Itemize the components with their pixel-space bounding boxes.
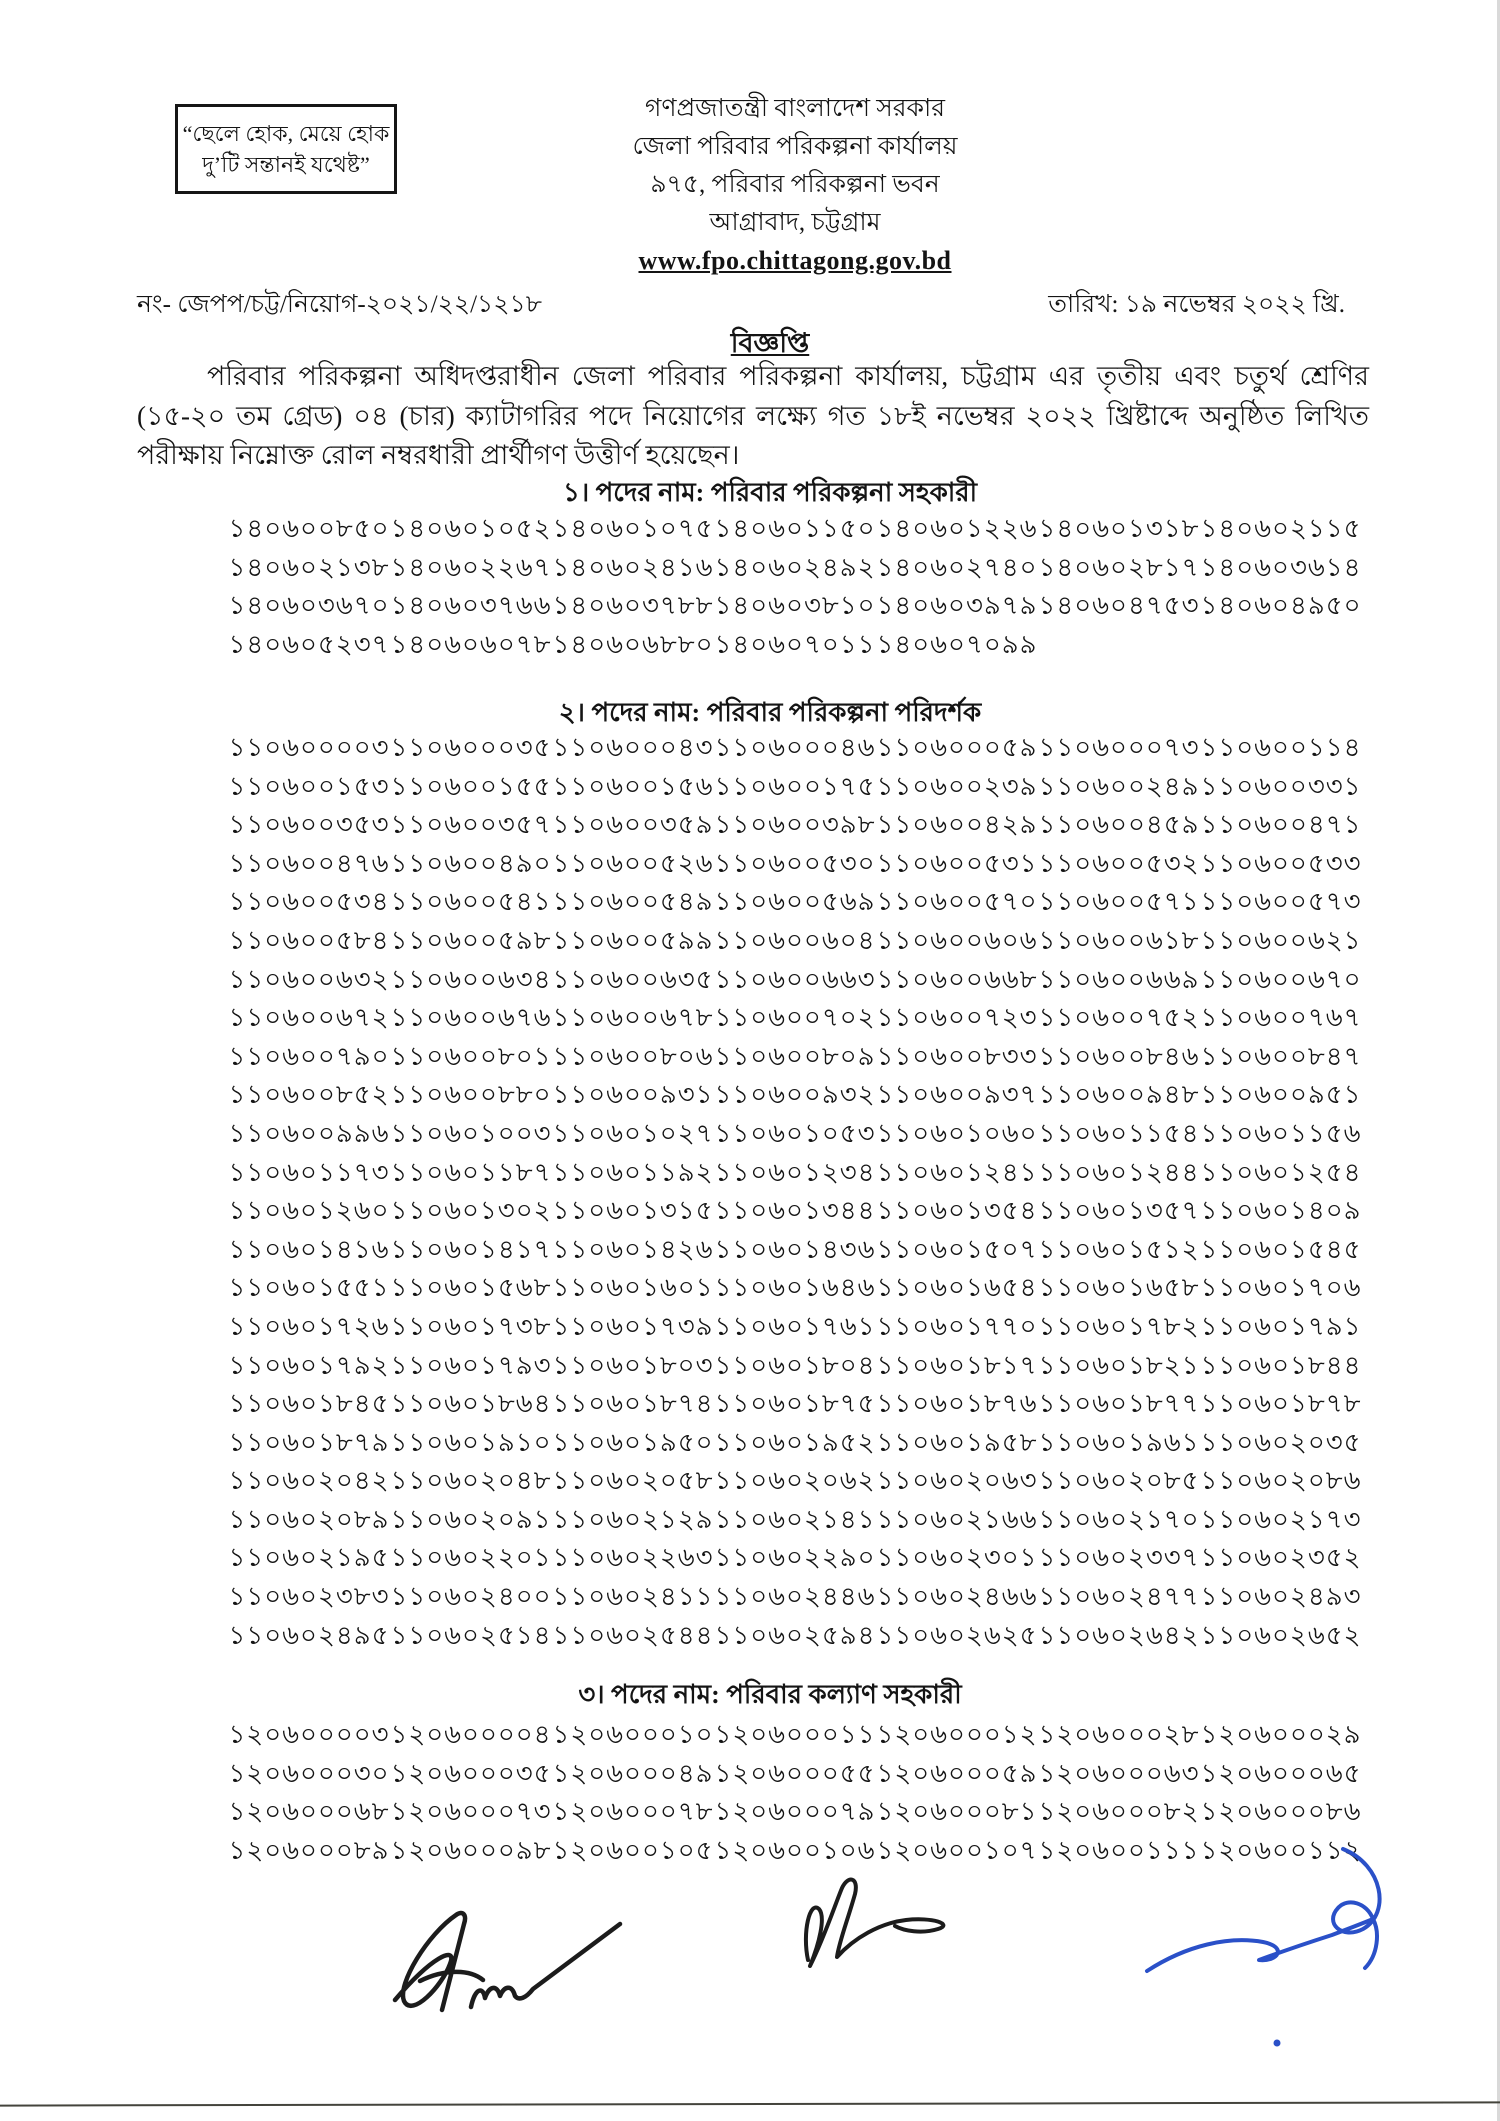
- roll-number: ১১০৬০১২৪১: [876, 1157, 1038, 1187]
- section-1-title: ১। পদের নাম: পরিবার পরিকল্পনা সহকারী: [562, 478, 978, 507]
- roll-number: ১১০৬০০৫৩৪: [228, 887, 390, 917]
- roll-number: ১২০৬০০০৫৫: [714, 1758, 876, 1788]
- roll-number: ১২০৬০০০৮৬: [1200, 1797, 1362, 1827]
- roll-number-row: [228, 1460, 1362, 1499]
- roll-number: ১১০৬০০৫৩২: [1038, 848, 1200, 878]
- roll-number: ১১০৬০২৫৯৪: [714, 1620, 876, 1650]
- roll-number: ১৪০৬০১৩১৮: [1038, 514, 1200, 543]
- roll-number: ১১০৬০০৩৫৩: [228, 810, 390, 840]
- roll-number-row: [228, 881, 1362, 920]
- roll-number: ১১০৬০২৪৬৬: [876, 1582, 1038, 1612]
- roll-number: ১২০৬০০০৭৩: [390, 1797, 552, 1827]
- section-2-title: ২। পদের নাম: পরিবার পরিকল্পনা পরিদর্শক: [558, 698, 982, 727]
- roll-number: ১১০৬০১৮৭৬: [876, 1389, 1038, 1419]
- roll-number: ১১০৬০১৭৭০: [876, 1311, 1038, 1341]
- roll-number: ১২০৬০০১০৭: [876, 1835, 1038, 1865]
- roll-number: ১১০৬০১৮০৪: [714, 1350, 876, 1380]
- roll-number: ১১০৬০০০৩৫: [390, 733, 552, 762]
- roll-number: ১১০৬০১৯৫৮: [876, 1427, 1038, 1457]
- roll-number-row: [228, 1753, 1362, 1792]
- roll-number: ১২০৬০০০১০: [552, 1720, 714, 1749]
- roll-number: ১৪০৬০৩৬৭০: [228, 591, 390, 621]
- roll-number: ১১০৬০২১৬৬: [876, 1504, 1038, 1534]
- roll-number: ১১০৬০১৩৫৪: [876, 1196, 1038, 1226]
- roll-number: ১১০৬০০০৪৬: [714, 733, 876, 762]
- roll-number: ১১০৬০০৩৯৮: [714, 810, 876, 840]
- roll-number-row: [228, 804, 1362, 843]
- roll-number: ১২০৬০০০৭৮: [552, 1797, 714, 1827]
- roll-number: ১১০৬০০৩৩১: [1200, 771, 1362, 801]
- roll-number: ১১০৬০১১৭৩: [228, 1157, 390, 1187]
- roll-number: ১১০৬০০৭২৩: [876, 1003, 1038, 1033]
- roll-number: ১১০৬০১৮৭৪: [552, 1389, 714, 1419]
- roll-number: ১১০৬০০৮৪৬: [1038, 1041, 1200, 1071]
- roll-number: ১১০৬০১৫৫১: [228, 1273, 390, 1303]
- roll-number: ১১০৬০২১৭০: [1038, 1504, 1200, 1534]
- roll-number: ১২০৬০০০২৯: [1200, 1720, 1362, 1749]
- roll-number: ১১০৬০১৩১৫: [552, 1196, 714, 1226]
- roll-number: ১১০৬০০১৭৫: [714, 771, 876, 801]
- roll-number: ১৪০৬০৪৯৫০: [1200, 591, 1362, 621]
- roll-number: ১১০৬০০৭৫২: [1038, 1003, 1200, 1033]
- roll-number-row: [228, 1229, 1362, 1268]
- roll-number: ১১০৬০০০৭৩: [1038, 733, 1200, 762]
- roll-number: ১১০৬০১৮৪৪: [1200, 1350, 1362, 1380]
- roll-number: ১১০৬০২০৮৯: [228, 1504, 390, 1534]
- roll-number: ১১০৬০২১২৯: [552, 1504, 714, 1534]
- roll-number: ১১০৬০১৮৭৫: [714, 1389, 876, 1419]
- roll-number: ১১০৬০২৩৮৩: [228, 1582, 390, 1612]
- roll-number: ১২০৬০০০০৩: [228, 1720, 390, 1749]
- roll-number-row: [228, 1190, 1362, 1229]
- roll-number: ১১০৬০১৬৪৬: [714, 1273, 876, 1303]
- roll-number: ১১০৬০২০৪৮: [390, 1466, 552, 1496]
- roll-number: ১১০৬০১৫৪৫: [1200, 1234, 1362, 1264]
- roll-number: ১২০৬০০০৬৩: [1038, 1758, 1200, 1788]
- roll-number: ১১০৬০১৩৪৪: [714, 1196, 876, 1226]
- roll-number-row: [228, 624, 1362, 663]
- roll-number: ১৪০৬০৫২৩৭: [228, 629, 390, 659]
- roll-number: ১১০৬০০৪৫৯: [1038, 810, 1200, 840]
- roll-number: ১১০৬০০৯৩১: [552, 1080, 714, 1110]
- roll-number: ১১০৬০০৫২৬: [552, 848, 714, 878]
- notice-date: তারিখ: ১৯ নভেম্বর ২০২২ খ্রি.: [1048, 291, 1345, 318]
- roll-number-row: [228, 508, 1362, 547]
- roll-number: ১২০৬০০০৩৫: [390, 1758, 552, 1788]
- scan-bottom-line: [0, 2101, 1500, 2106]
- roll-number: ১১০৬০২৫১৪: [390, 1620, 552, 1650]
- roll-number: ১১০৬০২২০১: [390, 1543, 552, 1573]
- roll-number: ১১০৬০১৮২১: [1038, 1350, 1200, 1380]
- roll-number-row: [228, 1036, 1362, 1075]
- roll-number-row: [228, 1113, 1362, 1152]
- roll-number: ১২০৬০০১১১: [1038, 1835, 1200, 1865]
- roll-number: ১৪০৬০২২৬৭: [390, 552, 552, 582]
- roll-number: ১১০৬০০৯৯৬: [228, 1118, 390, 1148]
- roll-number: ১২০৬০০০৮৯: [228, 1835, 390, 1865]
- office-address-line1: ৯৭৫, পরিবার পরিকল্পনা ভবন: [650, 171, 940, 198]
- roll-number: ১১০৬০০২৪৯: [1038, 771, 1200, 801]
- section-2-roll-table: [228, 727, 1362, 1653]
- roll-number: ১১০৬০১১৫৪: [1038, 1118, 1200, 1148]
- government-name: গণপ্রজাতন্ত্রী বাংলাদেশ সরকার: [644, 95, 946, 122]
- roll-number: ১১০৬০১৫০৭: [876, 1234, 1038, 1264]
- notice-title: বিজ্ঞপ্তি: [730, 328, 810, 358]
- roll-number: ১১০৬০০৫৩০: [714, 848, 876, 878]
- roll-number: ১১০৬০১১৯২: [552, 1157, 714, 1187]
- roll-number: ১১০৬০০৬৬৯: [1038, 964, 1200, 994]
- roll-number: ১১০৬০০৯৪৮: [1038, 1080, 1200, 1110]
- roll-number: ১১০৬০১৪০৯: [1200, 1196, 1362, 1226]
- roll-number: ১১০৬০১৩৫৭: [1038, 1196, 1200, 1226]
- roll-number: ১২০৬০০০৮১: [876, 1797, 1038, 1827]
- roll-number-row: [228, 1537, 1362, 1576]
- roll-number: ১১০৬০০৪৯০: [390, 848, 552, 878]
- roll-number-row: [228, 1791, 1362, 1830]
- roll-number-row: [228, 1576, 1362, 1615]
- roll-number: ১৪০৬০১১৫০: [714, 514, 876, 543]
- roll-number: ১৪০৬০২৪৯২: [714, 552, 876, 582]
- roll-number: ১১০৬০১৭০৬: [1200, 1273, 1362, 1303]
- roll-number: ১১০৬০১৮৬৪: [390, 1389, 552, 1419]
- roll-number: ১১০৬০০৪৭৬: [228, 848, 390, 878]
- roll-number-row: [228, 727, 1362, 766]
- roll-number: ১১০৬০০৩৫৭: [390, 810, 552, 840]
- roll-number: ১১০৬০০৮৮০: [390, 1080, 552, 1110]
- roll-number: ১৪০৬০৬০৭৮: [390, 629, 552, 659]
- roll-number: ১১০৬০০৫৯৮: [390, 925, 552, 955]
- roll-number-row: [228, 1383, 1362, 1422]
- roll-number: ১১০৬০০৯৩৭: [876, 1080, 1038, 1110]
- roll-number-row: [228, 1714, 1362, 1753]
- roll-number-row: [228, 1152, 1362, 1191]
- roll-number: ১১০৬০১৪২৬: [552, 1234, 714, 1264]
- roll-number: ১১০৬০০৬৩৫: [552, 964, 714, 994]
- roll-number: ১১০৬০১৭৩৯: [552, 1311, 714, 1341]
- roll-number-row: [228, 1306, 1362, 1345]
- roll-number: ১১০৬০২২৬৩: [552, 1543, 714, 1573]
- signature-middle: [780, 1862, 1015, 1997]
- roll-number: ১৪০৬০৩৬১৪: [1200, 552, 1362, 582]
- roll-number: ১১০৬০২৩৫২: [1200, 1543, 1362, 1573]
- roll-number-row: [228, 843, 1362, 882]
- roll-number: ১১০৬০১২৫৪: [1200, 1157, 1362, 1187]
- roll-number: ১৪০৬০২৮১৭: [1038, 552, 1200, 582]
- roll-number-row: [228, 766, 1362, 805]
- roll-number: ১১০৬০০৫৯৯: [552, 925, 714, 955]
- roll-number-row: [228, 585, 1362, 624]
- roll-number: ১১০৬০২৬৪২: [1038, 1620, 1200, 1650]
- roll-number: ১১০৬০০৪২৯: [876, 810, 1038, 840]
- slogan-line-2: দু’টি সন্তানই যথেষ্ট”: [202, 152, 370, 177]
- roll-number: ১১০৬০২০৯১: [390, 1504, 552, 1534]
- memo-number: নং- জেপপ/চট্ট/নিয়োগ-২০২১/২২/১২১৮: [137, 291, 542, 318]
- roll-number: ১২০৬০০০৬৫: [1200, 1758, 1362, 1788]
- roll-number: ১১০৬০১৭৯৩: [390, 1350, 552, 1380]
- roll-number: ১১০৬০০৯৩২: [714, 1080, 876, 1110]
- roll-number: ১১০৬০১০৫৩: [714, 1118, 876, 1148]
- roll-number: ১১০৬০২৪৪৬: [714, 1582, 876, 1612]
- roll-number: ১১০৬০০১১৪: [1200, 733, 1362, 762]
- roll-number: ১১০৬০০৬২১: [1200, 925, 1362, 955]
- roll-number: ১১০৬০০৫৬৯: [714, 887, 876, 917]
- roll-number: ১১০৬০০৬৭২: [228, 1003, 390, 1033]
- roll-number: ১১০৬০০৫৩১: [876, 848, 1038, 878]
- roll-number: ১১০৬০০৮৫২: [228, 1080, 390, 1110]
- roll-number: ১২০৬০০১০৫: [552, 1835, 714, 1865]
- roll-number: ১১০৬০১৮৭৯: [228, 1427, 390, 1457]
- roll-number: ১১০৬০১০২৭: [552, 1118, 714, 1148]
- roll-number: ১১০৬০১৮১৭: [876, 1350, 1038, 1380]
- roll-number: ১১০৬০১৪১৬: [228, 1234, 390, 1264]
- roll-number: ১১০৬০০৫৭৩: [1200, 887, 1362, 917]
- roll-number: ১১০৬০১৭৮২: [1038, 1311, 1200, 1341]
- roll-number-row: [228, 1074, 1362, 1113]
- roll-number: ১১০৬০১৭৯১: [1200, 1311, 1362, 1341]
- website-link[interactable]: www.fpo.chittagong.gov.bd: [638, 246, 952, 275]
- section-3-title: ৩। পদের নাম: পরিবার কল্যাণ সহকারী: [578, 1680, 962, 1709]
- roll-number: ১১০৬০২৫৪৪: [552, 1620, 714, 1650]
- roll-number: ১১০৬০০৫৭০: [876, 887, 1038, 917]
- roll-number: ১৪০৬০২১৩৮: [228, 552, 390, 582]
- roll-number: ১১০৬০১৪১৭: [390, 1234, 552, 1264]
- roll-number: ১৪০৬০১০৭৫: [552, 514, 714, 543]
- roll-number: ১২০৬০০০৬৮: [228, 1797, 390, 1827]
- roll-number: ১১০৬০২০৬২: [714, 1466, 876, 1496]
- roll-number: ১২০৬০০০৪৯: [552, 1758, 714, 1788]
- roll-number: ১৪০৬০২৭৪০: [876, 552, 1038, 582]
- roll-number: ১১০৬০১৯৫২: [714, 1427, 876, 1457]
- roll-number: ১১০৬০১৯৬১: [1038, 1427, 1200, 1457]
- roll-number: ১৪০৬০৩৮১০: [714, 591, 876, 621]
- roll-number: ১২০৬০০০১১: [714, 1720, 876, 1749]
- roll-number: ১১০৬০০১৫৫: [390, 771, 552, 801]
- roll-number: ১১০৬০২১৪১: [714, 1504, 876, 1534]
- roll-number: ১৪০৬০২৪১৬: [552, 552, 714, 582]
- roll-number: ১১০৬০১৩০২: [390, 1196, 552, 1226]
- roll-number: ১১০৬০০১৫৬: [552, 771, 714, 801]
- roll-number: ১১০৬০০৭০২: [714, 1003, 876, 1033]
- roll-number: ১১০৬০১৪৩৬: [714, 1234, 876, 1264]
- roll-number: ১১০৬০২৪০০: [390, 1582, 552, 1612]
- roll-number: ১১০৬০২৪৯৫: [228, 1620, 390, 1650]
- roll-number-row: [228, 1499, 1362, 1538]
- slogan-line-1: “ছেলে হোক, মেয়ে হোক: [182, 121, 390, 146]
- roll-number: ১১০৬০১৬৫৪: [876, 1273, 1038, 1303]
- roll-number: ১১০৬০২০৪২: [228, 1466, 390, 1496]
- roll-number: ১১০৬০০৭৬৭: [1200, 1003, 1362, 1033]
- roll-number: ১১০৬০১১৫৬: [1200, 1118, 1362, 1148]
- roll-number: ১৪০৬০৭০৯৯: [876, 629, 1038, 659]
- roll-number: ১১০৬০১৭৩৮: [390, 1311, 552, 1341]
- roll-number: ১১০৬০০৮০৯: [714, 1041, 876, 1071]
- roll-number: ১৪০৬০৬৮৮০: [552, 629, 714, 659]
- roll-number: ১১০৬০২০৬৩: [876, 1466, 1038, 1496]
- roll-number-row: [228, 959, 1362, 998]
- roll-number: ১১০৬০২০৫৮: [552, 1466, 714, 1496]
- roll-number: ১১০৬০১০০৩: [390, 1118, 552, 1148]
- roll-number: ১১০৬০১৭৯২: [228, 1350, 390, 1380]
- roll-number: ১১০৬০০৬৭৬: [390, 1003, 552, 1033]
- roll-number: ১১০৬০১৫৬৮: [390, 1273, 552, 1303]
- roll-number: ১১০৬০০৬১৮: [1038, 925, 1200, 955]
- roll-number: ১১০৬০০৫৩৩: [1200, 848, 1362, 878]
- roll-number: ১১০৬০১৬০১: [552, 1273, 714, 1303]
- office-name: জেলা পরিবার পরিকল্পনা কার্যালয়: [632, 133, 958, 160]
- roll-number: ১১০৬০২৬৫২: [1200, 1620, 1362, 1650]
- signature-right: [1125, 1835, 1440, 2075]
- roll-number: ১১০৬০২০৩৫: [1200, 1427, 1362, 1457]
- meta-row: [137, 284, 1345, 327]
- roll-number: ১২০৬০০০৯৮: [390, 1835, 552, 1865]
- roll-number: ১১০৬০১৭২৬: [228, 1311, 390, 1341]
- roll-number: ১১০৬০০৫৭১: [1038, 887, 1200, 917]
- roll-number-row: [228, 1267, 1362, 1306]
- roll-number-row: [228, 1615, 1362, 1654]
- roll-number: ১১০৬০০২৩৯: [876, 771, 1038, 801]
- office-address-line2: আগ্রাবাদ, চট্টগ্রাম: [709, 209, 881, 236]
- roll-number: ১৪০৬০২১১৫: [1200, 514, 1362, 543]
- roll-number: ১১০৬০০০৫৯: [876, 733, 1038, 762]
- roll-number: ১১০৬০০৬৩৪: [390, 964, 552, 994]
- roll-number: ১১০৬০০৫৪৯: [552, 887, 714, 917]
- roll-number: ১১০৬০২১৭৩: [1200, 1504, 1362, 1534]
- roll-number: ১৪০৬০৩৭৮৮: [552, 591, 714, 621]
- roll-number: ১১০৬০০১৫৩: [228, 771, 390, 801]
- roll-number: ১১০৬০২০৮৫: [1038, 1466, 1200, 1496]
- roll-number: ১২০৬০০০৮২: [1038, 1797, 1200, 1827]
- roll-number: ১১০৬০০৮৪৭: [1200, 1041, 1362, 1071]
- roll-number: ১১০৬০০৮০১: [390, 1041, 552, 1071]
- roll-number: ১২০৬০০১১২: [1200, 1835, 1362, 1865]
- section-1-roll-table: [228, 508, 1362, 662]
- roll-number: ১১০৬০২২৯০: [714, 1543, 876, 1573]
- roll-number: ১২০৬০০০৫৯: [876, 1758, 1038, 1788]
- roll-number: ১১০৬০১২৬০: [228, 1196, 390, 1226]
- roll-number: ১১০৬০২৬২৫: [876, 1620, 1038, 1650]
- roll-number: ১১০৬০১৯৫০: [552, 1427, 714, 1457]
- roll-number: ১১০৬০০৫৮৪: [228, 925, 390, 955]
- roll-number: ১১০৬০০৩৫৯: [552, 810, 714, 840]
- roll-number-row: [228, 920, 1362, 959]
- roll-number: ১৪০৬০৩৯৭৯: [876, 591, 1038, 621]
- roll-number: ১৪০৬০৩৭৬৬: [390, 591, 552, 621]
- letterhead: [45, 90, 1500, 280]
- roll-number-row: [228, 1422, 1362, 1461]
- roll-number: ১৪০৬০৭০১১: [714, 629, 876, 659]
- roll-number-row: [228, 997, 1362, 1036]
- roll-number: ১১০৬০১৮৭৮: [1200, 1389, 1362, 1419]
- roll-number: ১২০৬০০০০৪: [390, 1720, 552, 1749]
- roll-number: ১১০৬০০৮৩৩: [876, 1041, 1038, 1071]
- roll-number: ১১০৬০০৬৭৮: [552, 1003, 714, 1033]
- roll-number: ১১০৬০২৩৩৭: [1038, 1543, 1200, 1573]
- roll-number: ১১০৬০০৬৩২: [228, 964, 390, 994]
- roll-number: ১১০৬০০৫৪১: [390, 887, 552, 917]
- roll-number: ১১০৬০০৬৬৩: [714, 964, 876, 994]
- roll-number: ১১০৬০১৮৭৭: [1038, 1389, 1200, 1419]
- roll-number: ১২০৬০০০৭৯: [714, 1797, 876, 1827]
- roll-number: ১১০৬০১২৪৪: [1038, 1157, 1200, 1187]
- roll-number-row: [228, 1345, 1362, 1384]
- roll-number: ১২০৬০০০৩০: [228, 1758, 390, 1788]
- roll-number: ১১০৬০০৪৭১: [1200, 810, 1362, 840]
- roll-number: ১১০৬০০০০৩: [228, 733, 390, 762]
- roll-number: ১২০৬০০০২৮: [1038, 1720, 1200, 1749]
- roll-number: ১২০৬০০০১২: [876, 1720, 1038, 1749]
- roll-number: ১৪০৬০১২২৬: [876, 514, 1038, 543]
- roll-number: ১১০৬০২৪৯৩: [1200, 1582, 1362, 1612]
- roll-number: ১১০৬০০৬৭০: [1200, 964, 1362, 994]
- roll-number: ১১০৬০২০৮৬: [1200, 1466, 1362, 1496]
- roll-number: ১৪০৬০০৮৫০: [228, 514, 390, 543]
- roll-number: ১১০৬০১৫১২: [1038, 1234, 1200, 1264]
- roll-number: ১১০৬০১২৩৪: [714, 1157, 876, 1187]
- roll-number: ১১০৬০১০৬০: [876, 1118, 1038, 1148]
- roll-number: ১১০৬০১৭৬১: [714, 1311, 876, 1341]
- roll-number: ১১০৬০০৬৬৮: [876, 964, 1038, 994]
- signature-left: [370, 1888, 670, 2043]
- roll-number: ১১০৬০১১৮৭: [390, 1157, 552, 1187]
- roll-number: ১১০৬০২১৯৫: [228, 1543, 390, 1573]
- roll-number: ১৪০৬০১০৫২: [390, 514, 552, 543]
- roll-number: ১২০৬০০১০৬: [714, 1835, 876, 1865]
- notice-body: পরিবার পরিকল্পনা অধিদপ্তরাধীন জেলা পরিবার পরিকল্পনা কার্যালয়, চট্টগ্রাম এর তৃতীয় এবং চতুর্থ শ্রেণির (১৫-২০ তম গ্রেড) ০৪ (চার) ক্যাটাগরির পদে নিয়োগের লক্ষ্যে গত ১৮ই নভেম্বর ২০২২ খ্রিষ্টাব্দে অনুষ্ঠিত লিখিত পরীক্ষায় নিম্নোক্ত রোল নম্বরধারী প্রার্থীগণ উত্তীর্ণ হয়েছেন।: [137, 361, 1369, 470]
- roll-number: ১১০৬০২৪১১: [552, 1582, 714, 1612]
- roll-number: ১১০৬০০৯৫১: [1200, 1080, 1362, 1110]
- roll-number: ১১০৬০১৮৪৫: [228, 1389, 390, 1419]
- roll-number: ১১০৬০০৮০৬: [552, 1041, 714, 1071]
- roll-number: ১১০৬০০০৪৩: [552, 733, 714, 762]
- roll-number: ১১০৬০১৯১০: [390, 1427, 552, 1457]
- roll-number: ১১০৬০২৩০১: [876, 1543, 1038, 1573]
- roll-number: ১১০৬০০৭৯০: [228, 1041, 390, 1071]
- roll-number: ১১০৬০২৪৭৭: [1038, 1582, 1200, 1612]
- roll-number: ১১০৬০১৮০৩: [552, 1350, 714, 1380]
- roll-number-row: [228, 547, 1362, 586]
- roll-number: ১১০৬০১৬৫৮: [1038, 1273, 1200, 1303]
- roll-number: ১১০৬০০৬০৬: [876, 925, 1038, 955]
- roll-number: ১৪০৬০৪৭৫৩: [1038, 591, 1200, 621]
- roll-number: ১১০৬০০৬০৪: [714, 925, 876, 955]
